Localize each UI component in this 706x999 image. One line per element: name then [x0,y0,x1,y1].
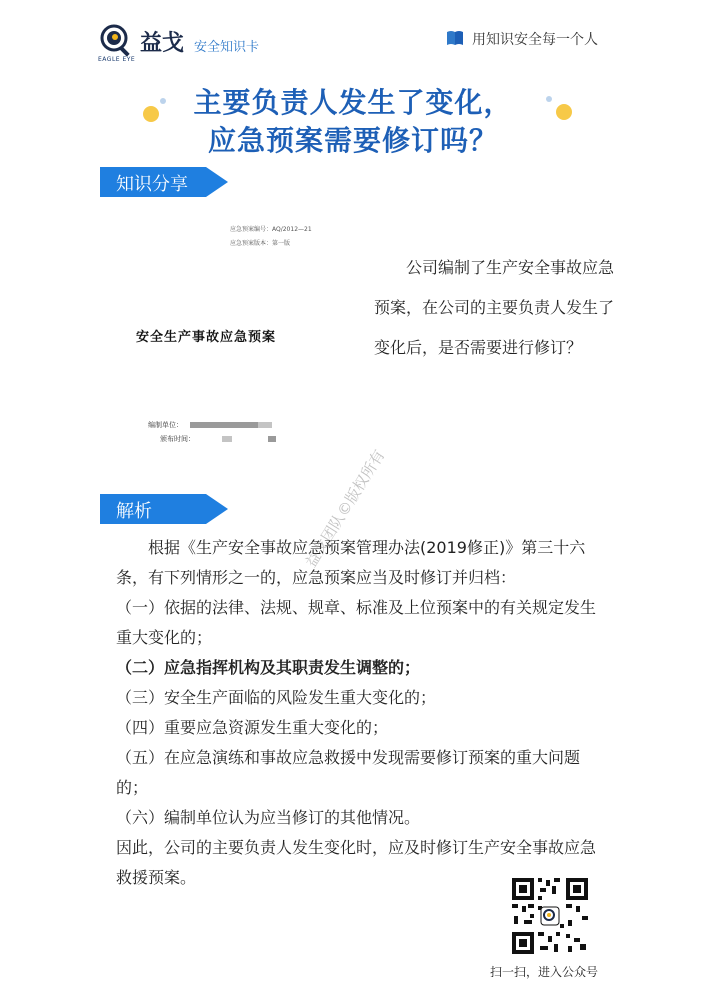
analysis-item-1: （一）依据的法律、法规、规章、标准及上位预案中的有关规定发生重大变化的； [116,598,597,647]
redacted-date-2 [268,436,276,442]
redacted-date [222,436,232,442]
analysis-item-5: （五）在应急演练和事故应急救援中发现需要修订预案的重大问题的； [116,748,581,797]
book-icon [446,30,464,46]
section-header-analysis [100,494,228,524]
analysis-item-2: （二）应急指挥机构及其职责发生调整的； [116,658,421,677]
header [0,0,706,80]
section-label-analysis: 解析 [116,501,152,522]
analysis-item-4: （四）重要应急资源发生重大变化的； [116,718,389,737]
title-line-2: 应急预案需要修订吗？ [207,124,498,157]
analysis-intro: 根据《生产安全事故应急预案管理办法(2019修正)》第三十六条，有下列情形之一的，应急预案应当及时修订并归档： [116,538,586,587]
logo-subtitle: EAGLE EYE [98,56,136,63]
doc-version: 应急预案版本：第一版 [230,240,291,247]
analysis-item-6: （六）编制单位认为应当修订的其他情况。 [116,808,421,827]
brand-name: 益戈 [140,31,185,56]
brand-tag: 安全知识卡 [194,40,260,55]
question-text: 公司编制了生产安全事故应急预案，在公司的主要负责人发生了变化后，是否需要进行修订？ [374,258,615,357]
redacted-unit-2 [258,422,272,428]
doc-code: 应急预案编号：AQ/2012—21 [230,226,312,233]
analysis-item-3: （三）安全生产面临的风险发生重大变化的； [116,688,437,707]
copyright-watermark: 益戈团队©版权所有 [301,446,389,571]
title-line-1: 主要负责人发生了变化， [193,86,513,119]
qr-code-icon[interactable] [510,876,590,956]
qr-caption: 扫一扫，进入公众号 [490,965,599,979]
eagle-eye-logo-icon [98,22,134,58]
doc-unit-label: 编制单位： [148,421,183,429]
doc-title: 安全生产事故应急预案 [136,330,277,345]
slogan: 用知识安全每一个人 [472,32,598,48]
analysis-body [116,533,606,893]
page-title [0,84,706,160]
section-label-knowledge: 知识分享 [116,174,188,195]
document-thumbnail [118,212,358,462]
doc-date-label: 颁布时间： [160,435,195,443]
redacted-unit [190,422,258,428]
analysis-conclusion: 因此，公司的主要负责人发生变化时，应及时修订生产安全事故应急救援预案。 [116,838,597,887]
section-header-knowledge [100,167,228,197]
